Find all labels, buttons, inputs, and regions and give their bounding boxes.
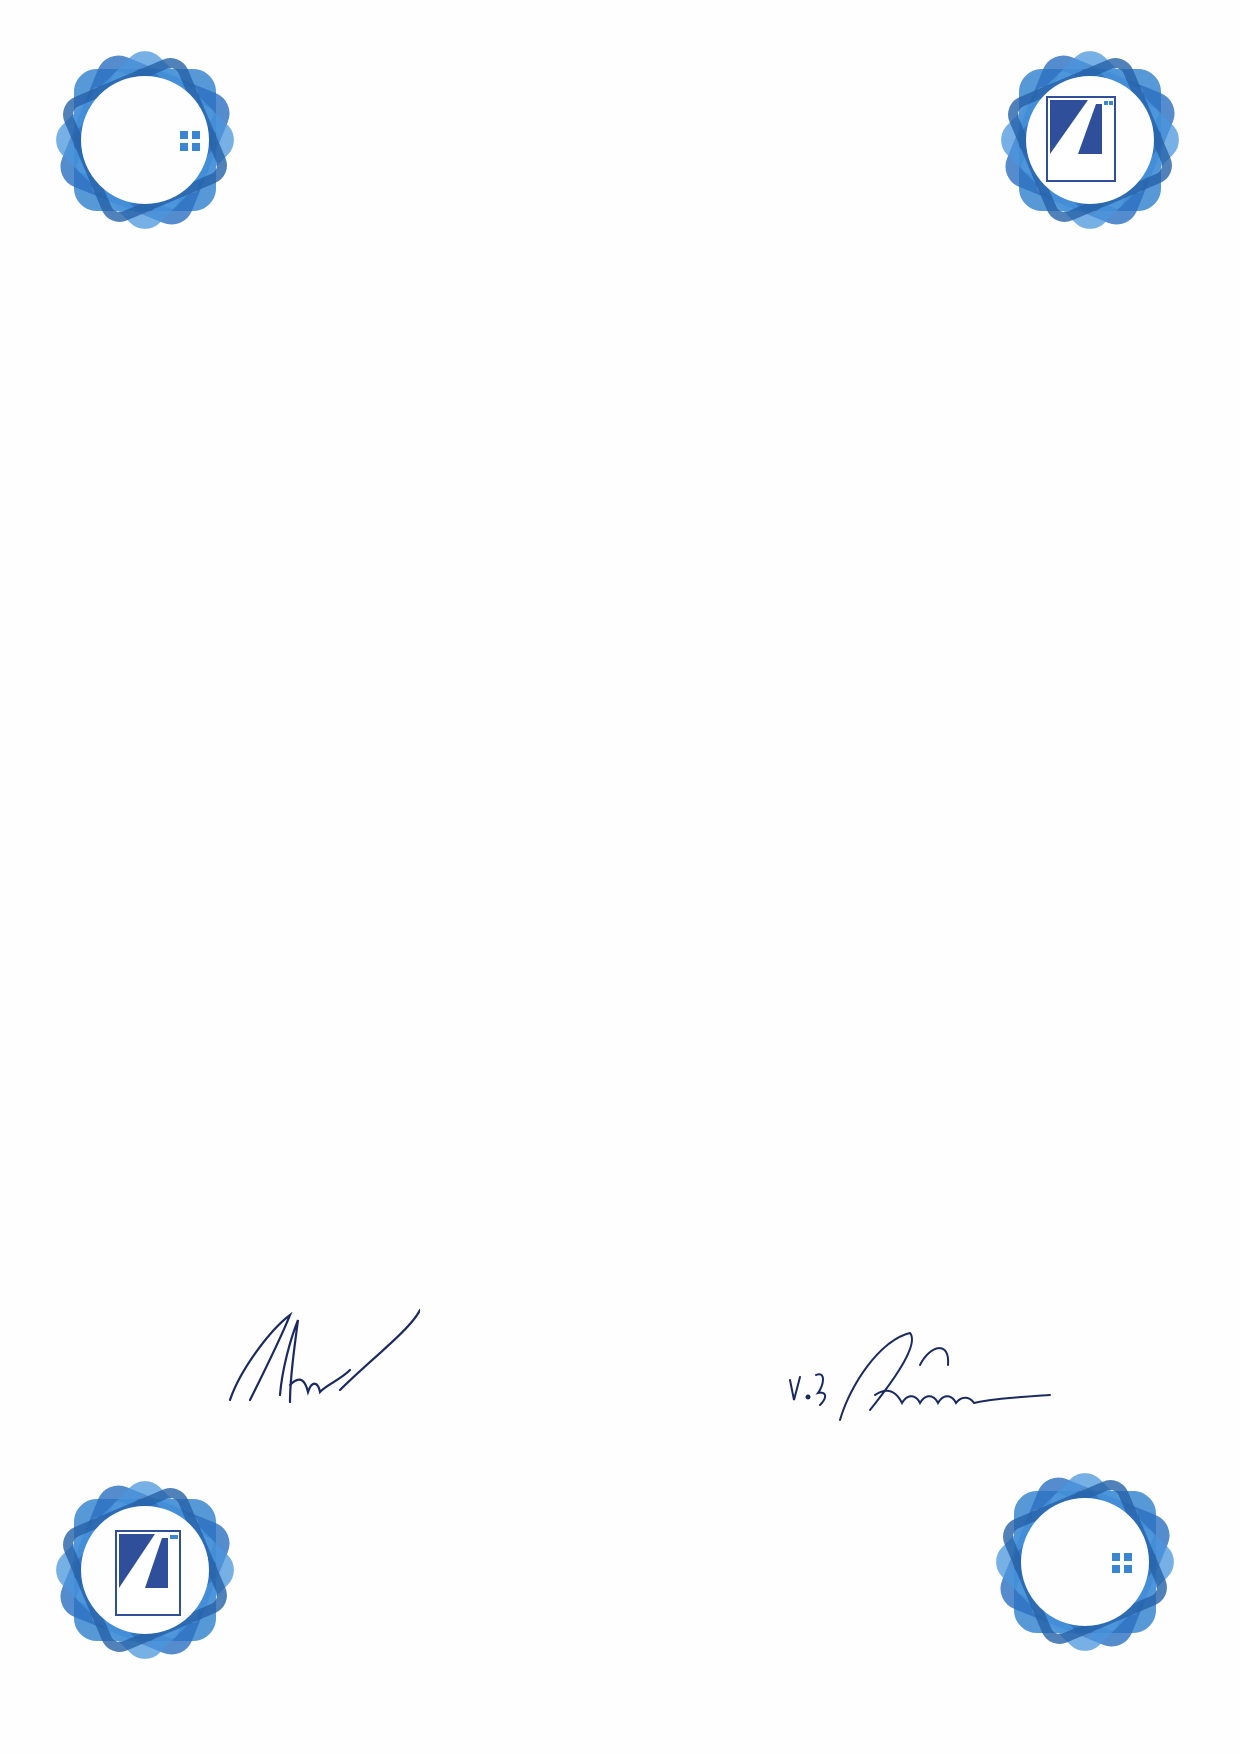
cstz-cross-icon [1111, 1552, 1133, 1574]
signature-buchta [220, 1300, 420, 1410]
agentura-emblem [1046, 96, 1116, 182]
agentura-logo-bottom-left [45, 1470, 245, 1670]
cstz-cross-icon [179, 130, 201, 152]
signature-kebrdle [780, 1325, 1100, 1425]
agentura-emblem [115, 1530, 181, 1616]
agentura-a-icon [117, 1532, 179, 1592]
cstz-logo-top-left [45, 40, 245, 240]
agentura-logo-top-right [990, 40, 1190, 240]
cstz-logo-bottom-right [985, 1462, 1185, 1662]
agentura-a-icon [1048, 98, 1114, 158]
